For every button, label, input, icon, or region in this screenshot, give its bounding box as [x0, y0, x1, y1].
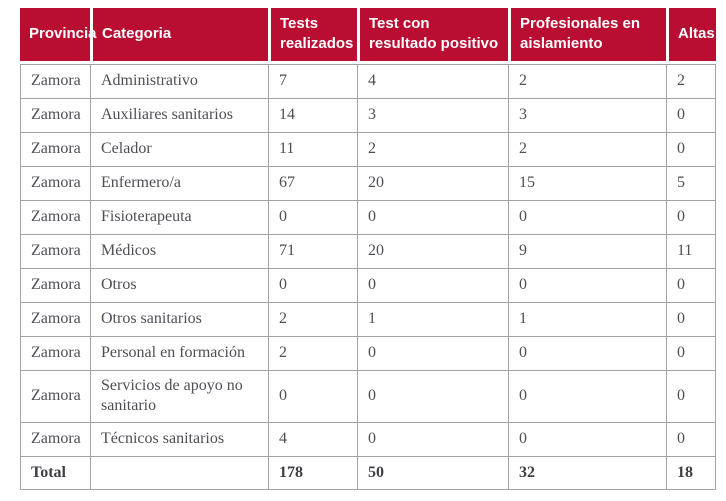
- cell-aislamiento: 0: [508, 200, 666, 234]
- table-row: [20, 98, 716, 132]
- cell-aislamiento: 1: [508, 302, 666, 336]
- cell-total-categoria: [90, 456, 268, 490]
- cell-aislamiento: 0: [508, 268, 666, 302]
- cell-provincia: Zamora: [20, 234, 90, 268]
- cell-altas: 0: [666, 268, 716, 302]
- cell-tests-realizados: 0: [268, 370, 357, 423]
- cell-tests-realizados: 14: [268, 98, 357, 132]
- cell-total-altas: 18: [666, 456, 716, 490]
- cell-test-positivo: 0: [357, 336, 508, 370]
- cell-total-test-positivo: 50: [357, 456, 508, 490]
- cell-categoria: Servicios de apoyo no sanitario: [90, 370, 268, 423]
- cell-altas: 0: [666, 98, 716, 132]
- cell-test-positivo: 0: [357, 370, 508, 423]
- cell-altas: 2: [666, 64, 716, 98]
- cell-aislamiento: 2: [508, 132, 666, 166]
- cell-altas: 0: [666, 200, 716, 234]
- cell-altas: 0: [666, 302, 716, 336]
- cell-categoria: Celador: [90, 132, 268, 166]
- health-workers-table-container: [20, 8, 716, 490]
- cell-total-label: Total: [20, 456, 90, 490]
- table-row: [20, 370, 716, 423]
- table-row: [20, 200, 716, 234]
- cell-tests-realizados: 7: [268, 64, 357, 98]
- cell-test-positivo: 20: [357, 234, 508, 268]
- cell-provincia: Zamora: [20, 98, 90, 132]
- cell-provincia: Zamora: [20, 64, 90, 98]
- cell-categoria: Fisioterapeuta: [90, 200, 268, 234]
- cell-altas: 0: [666, 132, 716, 166]
- table-row: [20, 64, 716, 98]
- cell-altas: 0: [666, 336, 716, 370]
- table-header: [20, 8, 716, 64]
- cell-tests-realizados: 11: [268, 132, 357, 166]
- cell-tests-realizados: 67: [268, 166, 357, 200]
- cell-tests-realizados: 0: [268, 200, 357, 234]
- table-body: [20, 64, 716, 457]
- col-header-test-positivo: Test con resultado positivo: [357, 8, 508, 64]
- cell-altas: 0: [666, 422, 716, 456]
- cell-test-positivo: 3: [357, 98, 508, 132]
- cell-provincia: Zamora: [20, 166, 90, 200]
- col-header-provincia: Provincia: [20, 8, 90, 64]
- cell-altas: 11: [666, 234, 716, 268]
- col-header-categoria: Categoria: [90, 8, 268, 64]
- cell-provincia: Zamora: [20, 422, 90, 456]
- health-workers-table: [20, 8, 716, 490]
- cell-tests-realizados: 71: [268, 234, 357, 268]
- total-row: [20, 456, 716, 490]
- cell-provincia: Zamora: [20, 302, 90, 336]
- table-row: [20, 422, 716, 456]
- cell-aislamiento: 0: [508, 370, 666, 423]
- col-header-tests-realizados: Tests realizados: [268, 8, 357, 64]
- cell-aislamiento: 2: [508, 64, 666, 98]
- table-row: [20, 132, 716, 166]
- cell-aislamiento: 0: [508, 422, 666, 456]
- col-header-aislamiento: Profesionales en aislamiento: [508, 8, 666, 64]
- table-row: [20, 336, 716, 370]
- cell-tests-realizados: 4: [268, 422, 357, 456]
- header-row: [20, 8, 716, 64]
- cell-provincia: Zamora: [20, 132, 90, 166]
- cell-aislamiento: 3: [508, 98, 666, 132]
- table-row: [20, 268, 716, 302]
- cell-categoria: Otros sanitarios: [90, 302, 268, 336]
- table-row: [20, 234, 716, 268]
- cell-test-positivo: 20: [357, 166, 508, 200]
- col-header-altas: Altas: [666, 8, 716, 64]
- table-row: [20, 302, 716, 336]
- table-footer: [20, 456, 716, 490]
- cell-aislamiento: 9: [508, 234, 666, 268]
- cell-aislamiento: 0: [508, 336, 666, 370]
- cell-categoria: Técnicos sanitarios: [90, 422, 268, 456]
- cell-test-positivo: 0: [357, 422, 508, 456]
- cell-provincia: Zamora: [20, 268, 90, 302]
- cell-aislamiento: 15: [508, 166, 666, 200]
- cell-tests-realizados: 2: [268, 302, 357, 336]
- cell-test-positivo: 0: [357, 200, 508, 234]
- cell-tests-realizados: 2: [268, 336, 357, 370]
- cell-total-tests-realizados: 178: [268, 456, 357, 490]
- cell-provincia: Zamora: [20, 336, 90, 370]
- cell-provincia: Zamora: [20, 200, 90, 234]
- cell-test-positivo: 0: [357, 268, 508, 302]
- cell-altas: 5: [666, 166, 716, 200]
- cell-altas: 0: [666, 370, 716, 423]
- cell-test-positivo: 1: [357, 302, 508, 336]
- cell-categoria: Auxiliares sanitarios: [90, 98, 268, 132]
- cell-categoria: Otros: [90, 268, 268, 302]
- cell-categoria: Personal en formación: [90, 336, 268, 370]
- cell-categoria: Enfermero/a: [90, 166, 268, 200]
- cell-categoria: Administrativo: [90, 64, 268, 98]
- cell-total-aislamiento: 32: [508, 456, 666, 490]
- cell-test-positivo: 2: [357, 132, 508, 166]
- cell-tests-realizados: 0: [268, 268, 357, 302]
- cell-categoria: Médicos: [90, 234, 268, 268]
- table-row: [20, 166, 716, 200]
- cell-provincia: Zamora: [20, 370, 90, 423]
- cell-test-positivo: 4: [357, 64, 508, 98]
